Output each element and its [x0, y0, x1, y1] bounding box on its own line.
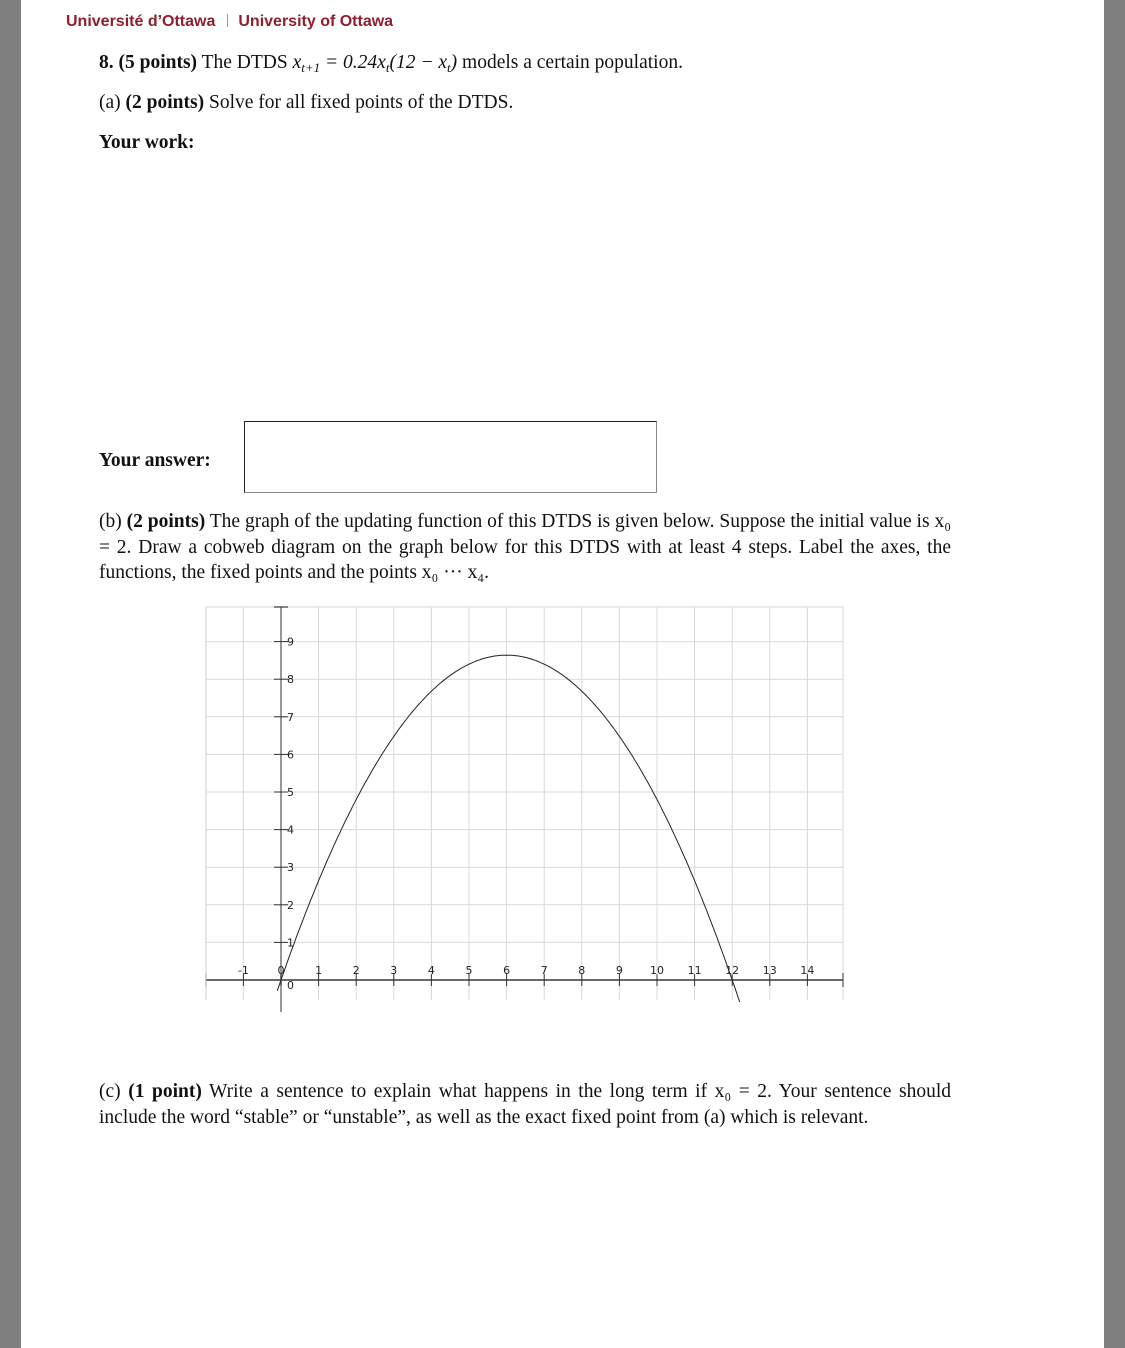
part-c-points: (1 point) — [128, 1081, 202, 1102]
svg-text:6: 6 — [287, 748, 294, 762]
svg-text:1: 1 — [315, 964, 323, 977]
part-a-points: (2 points) — [125, 92, 205, 113]
graph-grid — [206, 607, 843, 1000]
work-label-text: Your work: — [99, 132, 195, 153]
question-points: (5 points) — [118, 52, 198, 73]
question-equation: $x_{t+1} = 0.24x_t(12 - x_t)$ — [292, 52, 458, 75]
graph-ticks — [238, 636, 814, 992]
svg-text:11: 11 — [687, 964, 702, 977]
part-c-prompt — [99, 1079, 951, 1130]
svg-text:13: 13 — [762, 964, 777, 977]
part-c-label: (c) — [99, 1081, 121, 1102]
svg-text:7: 7 — [540, 964, 548, 977]
question-intro: The DTDS — [201, 52, 288, 73]
svg-text:7: 7 — [287, 710, 294, 724]
svg-text:3: 3 — [287, 861, 294, 875]
svg-text:2: 2 — [352, 964, 360, 977]
svg-text:0: 0 — [287, 979, 294, 992]
svg-text:4: 4 — [287, 823, 294, 837]
answer-label-text: Your answer: — [99, 450, 211, 471]
part-b-text: The graph of the updating function of this DTDS is given below. Suppose the initial value is x₀ = 2. Draw a cobweb diagram on the graph below for this DTDS with at least 4 steps. Label the axes, the functions, the fixed points and the points x₀ ··· x₄. — [99, 511, 952, 583]
updating-function-curve — [277, 655, 740, 1002]
question-number: 8. — [99, 52, 114, 73]
graph-axes — [206, 607, 843, 1012]
svg-text:-1: -1 — [237, 964, 249, 977]
part-c-text: Write a sentence to explain what happens in the long term if x₀ = 2. Your sentence should include the word “stable” or “unstable”, as well as the exact fixed point from (a) which is relevant. — [99, 1081, 952, 1128]
svg-text:2: 2 — [287, 898, 294, 912]
svg-text:6: 6 — [503, 964, 511, 977]
part-a-label: (a) — [99, 92, 121, 113]
svg-text:14: 14 — [800, 964, 815, 977]
question-intro-end: models a certain population. — [462, 52, 683, 73]
header-french: Université d’Ottawa — [66, 13, 216, 30]
svg-text:3: 3 — [390, 964, 398, 977]
part-a-text: Solve for all fixed points of the DTDS. — [208, 92, 514, 113]
svg-text:8: 8 — [578, 964, 586, 977]
part-b-label: (b) — [99, 511, 122, 532]
svg-text:9: 9 — [615, 964, 623, 977]
svg-text:5: 5 — [287, 786, 294, 799]
svg-text:8: 8 — [287, 673, 294, 687]
part-b-points: (2 points) — [126, 511, 206, 532]
svg-text:0: 0 — [277, 964, 285, 977]
svg-text:5: 5 — [465, 964, 473, 977]
header-english: University of Ottawa — [238, 13, 394, 30]
svg-text:4: 4 — [427, 964, 435, 977]
svg-text:10: 10 — [650, 964, 664, 977]
svg-text:9: 9 — [287, 635, 294, 649]
svg-text:12: 12 — [725, 964, 740, 977]
svg-text:1: 1 — [287, 936, 294, 950]
